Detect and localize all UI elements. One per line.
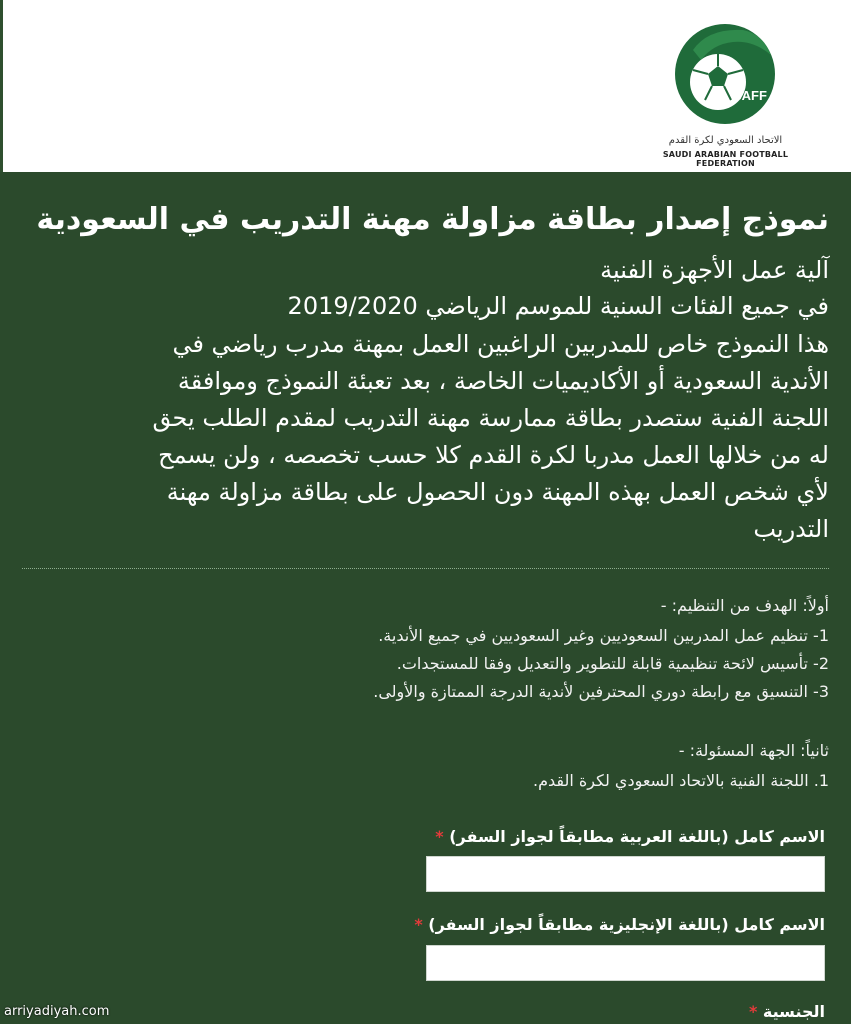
objective-item: 1- تنظيم عمل المدربين السعوديين وغير السعوديين في جميع الأندية. — [378, 626, 829, 645]
form-panel — [0, 172, 851, 1024]
name-english-input[interactable] — [426, 945, 825, 981]
responsible-heading: ثانياً: الجهة المسئولة: - — [678, 741, 829, 760]
objective-item: 2- تأسيس لائحة تنظيمية قابلة للتطوير والتعديل وفقا للمستجدات. — [396, 654, 829, 673]
description-line: التدريب — [753, 515, 829, 543]
name-arabic-label-text: الاسم كامل (باللغة العربية مطابقاً لجواز السفر) — [449, 827, 825, 846]
description-line: الأندية السعودية أو الأكاديميات الخاصة ، بعد تعبئة النموذج وموافقة — [177, 367, 829, 395]
responsible-item: 1. اللجنة الفنية بالاتحاد السعودي لكرة القدم. — [533, 771, 829, 790]
description-line: هذا النموذج خاص للمدربين الراغبين العمل بمهنة مدرب رياضي في — [172, 330, 829, 358]
section-divider — [22, 568, 829, 569]
nationality-label — [125, 1002, 825, 1021]
name-arabic-input[interactable] — [426, 856, 825, 892]
objective-item: 3- التنسيق مع رابطة دوري المحترفين لأندية الدرجة الممتازة والأولى. — [373, 682, 829, 701]
name-arabic-label — [125, 827, 825, 846]
subtitle-season: في جميع الفئات السنية للموسم الرياضي 2019/2020 — [287, 292, 829, 320]
page-title: نموذج إصدار بطاقة مزاولة مهنة التدريب في السعودية — [36, 202, 829, 237]
required-marker: * — [414, 915, 423, 934]
nationality-label-text: الجنسية — [762, 1002, 825, 1021]
saff-badge-text: SAFF — [733, 88, 767, 103]
logo-org-arabic: الاتحاد السعودي لكرة القدم — [668, 135, 783, 146]
description-line: لأي شخص العمل بهذه المهنة دون الحصول على بطاقة مزاولة مهنة — [166, 478, 829, 506]
logo-org-english: SAUDI ARABIAN FOOTBALL FEDERATION — [662, 150, 789, 168]
description-line: اللجنة الفنية ستصدر بطاقة ممارسة مهنة التدريب لمقدم الطلب يحق — [152, 404, 829, 432]
site-watermark: arriyadiyah.com — [4, 1004, 110, 1019]
required-marker: * — [435, 827, 444, 846]
objectives-heading: أولاً: الهدف من التنظيم: - — [660, 596, 829, 615]
name-english-label — [125, 915, 825, 934]
subtitle-mechanism: آلية عمل الأجهزة الفنية — [600, 256, 829, 284]
description-line: له من خلالها العمل مدربا لكرة القدم كلا حسب تخصصه ، ولن يسمح — [158, 441, 829, 469]
page-header — [0, 0, 851, 172]
saff-logo-emblem — [673, 20, 778, 125]
required-marker: * — [748, 1002, 758, 1021]
name-english-label-text: الاسم كامل (باللغة الإنجليزية مطابقاً لجواز السفر) — [428, 915, 825, 934]
saff-logo — [633, 14, 818, 168]
